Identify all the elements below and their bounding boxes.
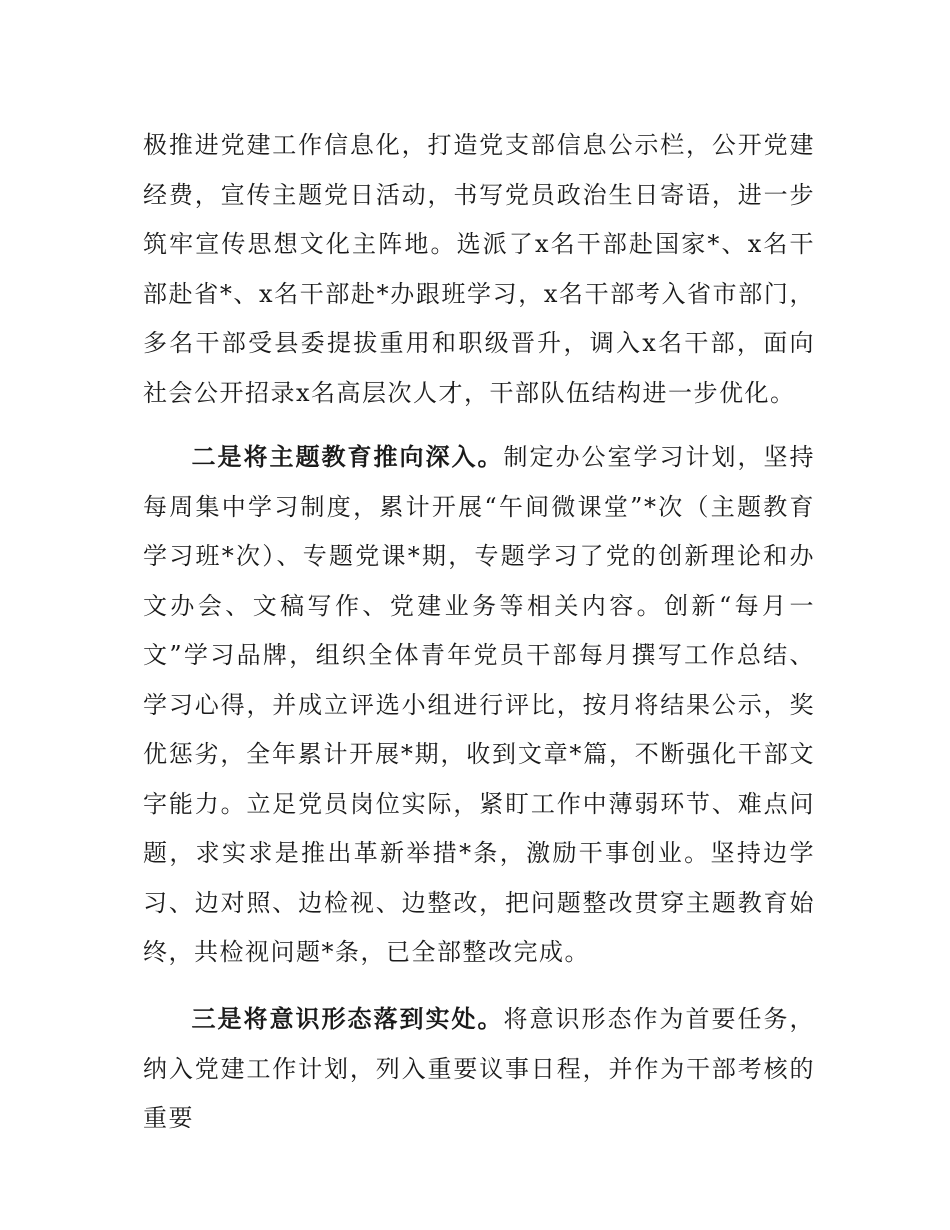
paragraph-1-body: 极推进党建工作信息化，打造党支部信息公示栏，公开党建经费，宣传主题党日活动，书写党员政治生日寄语，进一步筑牢宣传思想文化主阵地。选派了x名干部赴国家*、x名干部赴省*、x名干部赴*办跟班学习，x名干部考入省市部门，多名干部受县委提拔重用和职级晋升，调入x名干部，面向社会公开招录x名高层次人才，干部队伍结构进一步优化。 [143,131,815,407]
paragraph-2-heading: 二是将主题教育推向深入。 [191,443,504,471]
paragraph-3-body: 将意识形态作为首要任务，纳入党建工作计划，列入重要议事日程，并作为干部考核的重要 [143,1005,815,1132]
paragraph-3-heading: 三是将意识形态落到实处。 [191,1005,504,1033]
paragraph-2-body: 制定办公室学习计划，坚持每周集中学习制度，累计开展“午间微课堂”*次（主题教育学习班*次）、专题党课*期，专题学习了党的创新理论和办文办会、文稿写作、党建业务等相关内容。创新“每月一文”学习品牌，组织全体青年党员干部每月撰写工作总结、学习心得，并成立评选小组进行评比，按月将结果公示，奖优惩劣，全年累计开展*期，收到文章*篇，不断强化干部文字能力。立足党员岗位实际，紧盯工作中薄弱环节、难点问题，求实求是推出革新举措*条，激励干事创业。坚持边学习、边对照、边检视、边整改，把问题整改贯穿主题教育始终，共检视问题*条，已全部整改完成。 [143,443,815,966]
paragraph-continuation [143,121,815,418]
paragraph-3 [143,995,815,1144]
paragraph-ideology [143,995,815,1144]
paragraph-theme-education [143,433,815,978]
paragraph-2 [143,433,815,978]
